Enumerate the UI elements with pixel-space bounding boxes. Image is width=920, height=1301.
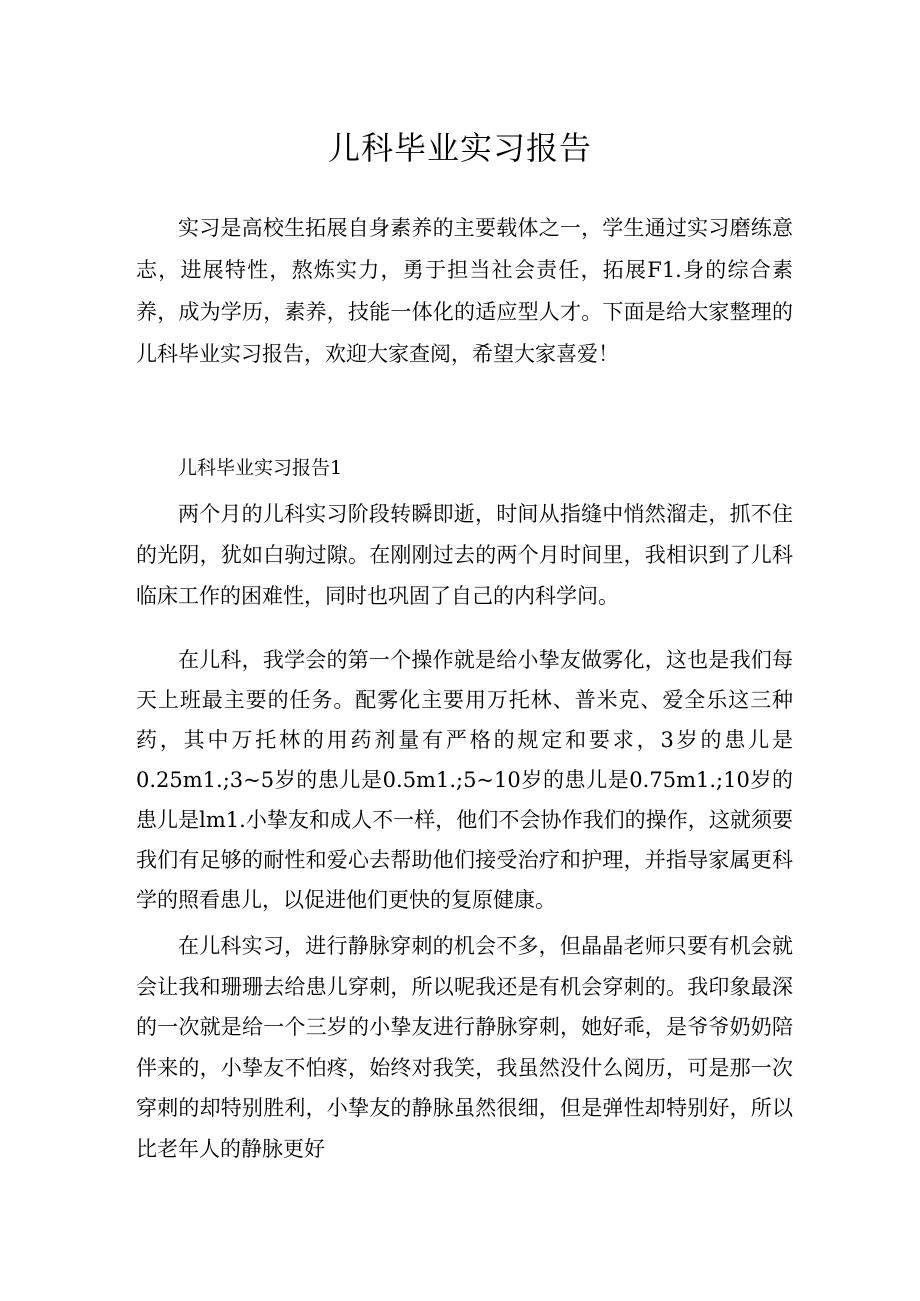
document-title: 儿科毕业实习报告: [327, 129, 592, 167]
section-heading: 儿科毕业实习报告1: [178, 457, 343, 479]
body-paragraph-2: 在儿科，我学会的第一个操作就是给小挚友做雾化，这也是我们每天上班最主要的任务。配雾化主要用万托林、普米克、爱全乐这三种药，其中万托林的用药剂量有严格的规定和要求，3岁的患儿是0.25m1.;3~5岁的患儿是0.5m1.;5~10岁的患儿是0.75m1.;10岁的患儿是lm1.小挚友和成人不一样，他们不会协作我们的操作，这就须要我们有足够的耐性和爱心去帮助他们接受治疗和护理，并指导家属更科学的照看患儿，以促进他们更快的复原健康。: [136, 648, 793, 912]
body-paragraph-3: 在儿科实习，进行静脉穿刺的机会不多，但晶晶老师只要有机会就会让我和珊珊去给患儿穿刺，所以呢我还是有机会穿刺的。我印象最深的一次就是给一个三岁的小挚友进行静脉穿刺，她好乖，是爷爷奶奶陪伴来的，小挚友不怕疼，始终对我笑，我虽然没什么阅历，可是那一次穿刺的却特别胜利，小挚友的静脉虽然很细，但是弹性却特别好，所以比老年人的静脉更好: [136, 934, 793, 1161]
intro-paragraph: 实习是高校生拓展自身素养的主要载体之一，学生通过实习磨练意志，进展特性，熬炼实力，勇于担当社会责任，拓展F1.身的综合素养，成为学历，素养，技能一体化的适应型人才。下面是给大家整理的儿科毕业实习报告，欢迎大家查阅，希望大家喜爱！: [136, 216, 793, 366]
body-paragraph-1: 两个月的儿科实习阶段转瞬即逝，时间从指缝中悄然溜走，抓不住的光阴，犹如白驹过隙。在刚刚过去的两个月时间里，我相识到了儿科临床工作的困难性，同时也巩固了自己的内科学问。: [136, 502, 793, 608]
